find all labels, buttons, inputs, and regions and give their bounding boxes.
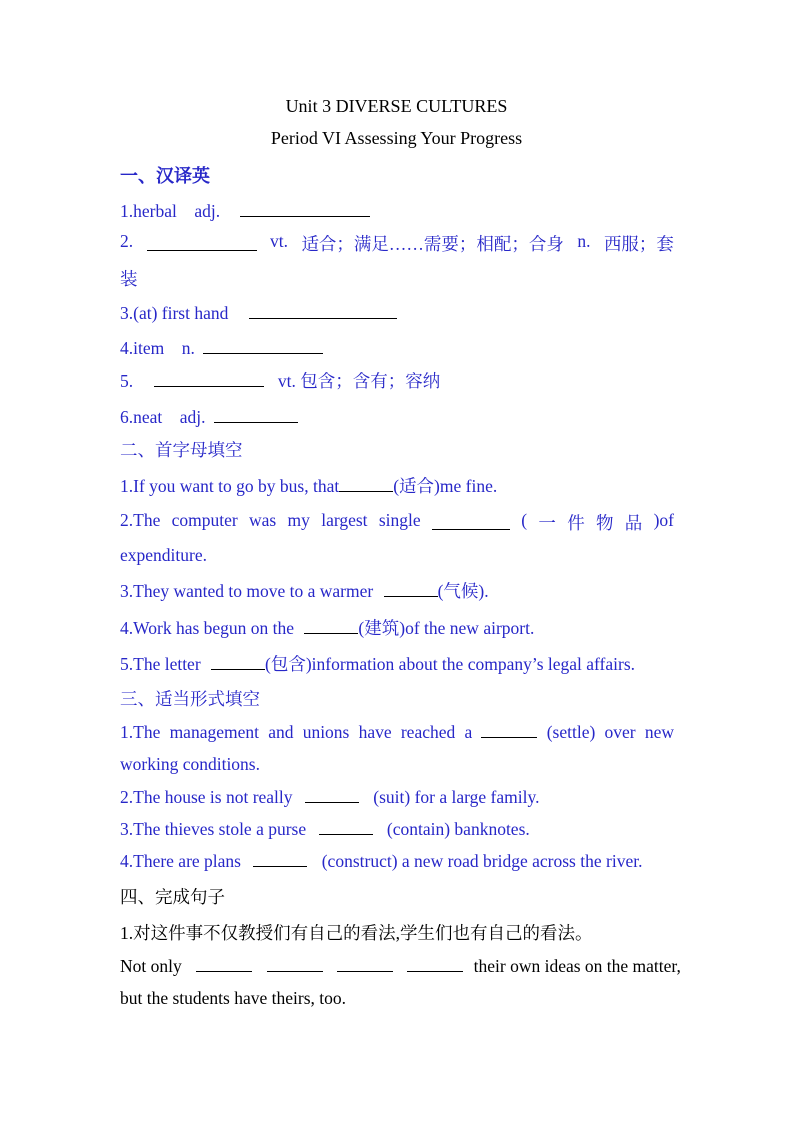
s1-q2-number: 2.	[120, 231, 134, 251]
s4-q1-answer-blank-4[interactable]	[407, 970, 463, 972]
s2-q2-hint: 品	[624, 513, 643, 533]
s2-q3-text-b: (气候).	[437, 581, 489, 601]
s1-q6-text: 6.neat adj.	[120, 407, 206, 427]
section3-heading: 三、适当形式填空	[120, 689, 260, 709]
s1-q6-answer-blank[interactable]	[214, 421, 298, 423]
s1-question-5	[120, 368, 440, 393]
s2-q4-text-a: 4.Work has begun on the	[120, 618, 295, 638]
s1-q1-text: 1.herbal adj.	[120, 201, 221, 221]
s2-q2-word: was	[249, 510, 277, 530]
s3-q3-text-b: (contain) banknotes.	[386, 819, 530, 839]
s3-q1-answer-blank[interactable]	[481, 736, 537, 738]
s2-q2-hint: 一	[538, 513, 556, 533]
s2-q2-hint: (	[521, 510, 528, 530]
s4-q1-continuation: but the students have theirs, too.	[120, 988, 347, 1008]
s1-question-2	[120, 231, 674, 256]
s4-q1-text-a: Not only	[120, 956, 182, 976]
s1-q4-text: 4.item n.	[120, 338, 195, 358]
s2-q4-answer-blank[interactable]	[304, 632, 358, 634]
s3-q1-word: and	[268, 722, 294, 742]
s4-q1-answer-blank-1[interactable]	[196, 970, 252, 972]
s1-q4-answer-blank[interactable]	[203, 352, 323, 354]
s1-question-1	[120, 198, 370, 223]
s3-q1-word: reached	[400, 722, 456, 742]
s1-q5-number: 5.	[120, 371, 134, 391]
s3-q1-word: a	[464, 722, 473, 742]
page-subtitle: Period VI Assessing Your Progress	[270, 128, 523, 148]
s2-q1-text-b: (适合)me fine.	[393, 476, 498, 496]
section2-heading: 二、首字母填空	[120, 440, 243, 460]
s3-q4-answer-blank[interactable]	[253, 865, 307, 867]
s2-q2-hint: )of	[653, 510, 674, 530]
s2-q2-answer-blank[interactable]	[432, 528, 510, 530]
s3-question-1	[120, 722, 674, 743]
s3-q1-word: (settle)	[546, 722, 596, 742]
s2-q2-word: single	[378, 510, 421, 530]
s3-q1-word: have	[358, 722, 392, 742]
s2-q2-word: computer	[171, 510, 238, 530]
s1-q2-word: vt.	[270, 231, 288, 251]
s4-q1-answer-blank-3[interactable]	[337, 970, 393, 972]
s2-question-5	[120, 651, 635, 676]
s2-question-4	[120, 615, 534, 640]
s2-q5-text-b: (包含)information about the company’s legal affairs.	[265, 654, 636, 674]
s2-q2-word: largest	[321, 510, 368, 530]
s1-q1-answer-blank[interactable]	[240, 215, 370, 217]
s3-q1-word: new	[644, 722, 674, 742]
s2-q1-text-a: 1.If you want to go by bus, that	[120, 476, 340, 496]
s1-q2-word: 适合；满足……需要；相配；合身	[301, 234, 564, 254]
s4-question-1	[120, 956, 681, 977]
s4-q1-text-b: their own ideas on the matter,	[473, 956, 681, 976]
s1-q5-answer-blank[interactable]	[154, 385, 264, 387]
s2-q2-word: 2.The	[120, 510, 161, 530]
s1-q5-text: vt. 包含；含有；容纳	[277, 371, 441, 391]
page-title: Unit 3 DIVERSE CULTURES	[285, 96, 508, 116]
s1-q2-word: 西服；套	[603, 234, 674, 254]
s1-q3-answer-blank[interactable]	[249, 317, 397, 319]
s3-q3-text-a: 3.The thieves stole a purse	[120, 819, 307, 839]
s2-q4-text-b: (建筑)of the new airport.	[358, 618, 535, 638]
s2-q5-answer-blank[interactable]	[211, 668, 265, 670]
s3-q1-word: management	[169, 722, 259, 742]
s2-q2-word: my	[287, 510, 310, 530]
s3-q4-text-b: (construct) a new road bridge across the river.	[321, 851, 643, 871]
s3-question-4	[120, 851, 642, 872]
s3-q1-continuation: working conditions.	[120, 754, 260, 774]
s1-q3-text: 3.(at) first hand	[120, 303, 229, 323]
s2-question-2	[120, 510, 674, 535]
s3-q4-text-a: 4.There are plans	[120, 851, 241, 871]
s3-question-3	[120, 819, 530, 840]
section4-heading: 四、完成句子	[120, 887, 225, 907]
s3-q1-word: over	[604, 722, 636, 742]
s3-question-2	[120, 787, 539, 808]
s2-q3-text-a: 3.They wanted to move to a warmer	[120, 581, 374, 601]
s2-question-1	[120, 473, 497, 498]
s1-question-3	[120, 303, 397, 324]
s2-q1-answer-blank[interactable]	[339, 490, 393, 492]
s2-q5-text-a: 5.The letter	[120, 654, 201, 674]
s1-q2-continuation: 装	[120, 269, 138, 289]
s3-q1-word: unions	[302, 722, 350, 742]
s3-q1-word: 1.The	[120, 722, 161, 742]
s2-q2-hint: 物	[595, 513, 614, 533]
s1-q2-word: n.	[577, 231, 591, 251]
s3-q2-answer-blank[interactable]	[305, 801, 359, 803]
s3-q3-answer-blank[interactable]	[319, 833, 373, 835]
s2-q2-continuation: expenditure.	[120, 545, 207, 565]
s1-question-4	[120, 335, 323, 360]
s1-question-6	[120, 404, 298, 429]
s4-q1-answer-blank-2[interactable]	[267, 970, 323, 972]
s1-q2-answer-blank[interactable]	[147, 249, 257, 251]
section1-heading: 一、汉译英	[120, 166, 210, 186]
s2-q3-answer-blank[interactable]	[384, 595, 438, 597]
s4-q1-chinese: 1.对这件事不仅教授们有自己的看法,学生们也有自己的看法。	[120, 923, 593, 943]
s3-q2-text-a: 2.The house is not really	[120, 787, 293, 807]
s2-q2-hint: 件	[567, 513, 585, 533]
s2-question-3	[120, 578, 489, 603]
s3-q2-text-b: (suit) for a large family.	[373, 787, 540, 807]
